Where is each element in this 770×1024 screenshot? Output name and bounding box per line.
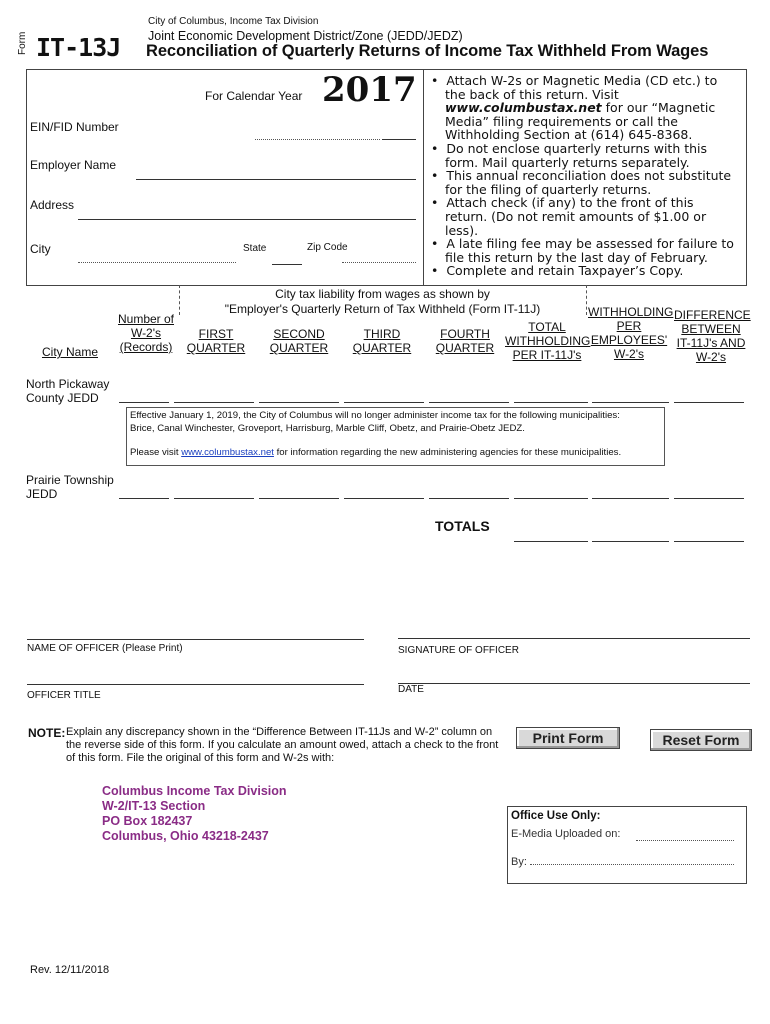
form-word: Form bbox=[17, 31, 28, 55]
ein-label: EIN/FID Number bbox=[30, 120, 119, 134]
city-field[interactable] bbox=[78, 262, 236, 263]
website-link[interactable]: www.columbustax.net bbox=[445, 100, 602, 116]
calendar-year: 2017 bbox=[322, 70, 417, 110]
col-third: THIRD QUARTER bbox=[352, 327, 412, 355]
cell-withholding-row2[interactable] bbox=[592, 498, 669, 499]
instruction-item: • This annual reconciliation does not substitute for the filing of quarterly returns. bbox=[431, 168, 732, 197]
officer-title-field[interactable] bbox=[27, 684, 364, 685]
signature-field[interactable] bbox=[398, 638, 750, 639]
date-field[interactable] bbox=[398, 683, 750, 684]
cell-fourth-row2[interactable] bbox=[429, 498, 509, 499]
col-withholding: WITHHOLDING PER EMPLOYEES' W-2's bbox=[588, 305, 674, 361]
cell-total-row1[interactable] bbox=[514, 402, 588, 403]
notice-line-1: Effective January 1, 2019, the City of Columbus will no longer administer income tax for the following municipalities: bbox=[130, 410, 620, 421]
notice-link[interactable]: www.columbustax.net bbox=[181, 447, 274, 458]
employer-name-label: Employer Name bbox=[30, 158, 117, 172]
cell-w2-row2[interactable] bbox=[119, 498, 169, 499]
state-label: State bbox=[243, 243, 267, 254]
cell-third-row1[interactable] bbox=[344, 402, 424, 403]
table-caption-1: City tax liability from wages as shown by bbox=[275, 287, 490, 301]
city-label: City bbox=[30, 242, 51, 256]
cell-fourth-row1[interactable] bbox=[429, 402, 509, 403]
row-north-pickaway: North Pickaway County JEDD bbox=[26, 377, 110, 405]
note-text: Explain any discrepancy shown in the “Difference Between IT-11Js and W-2” column on the reverse side of this form. If you calculate an amount owed, attach a check to the front of this form. File the original of this form and W-2s with: bbox=[66, 726, 499, 764]
table-caption-2: "Employer's Quarterly Return of Tax Withheld (Form IT-11J) bbox=[224, 302, 541, 316]
address-field[interactable] bbox=[78, 219, 416, 220]
cell-withholding-row1[interactable] bbox=[592, 402, 669, 403]
total-difference[interactable] bbox=[674, 541, 744, 542]
employer-name-field[interactable] bbox=[136, 179, 416, 180]
calendar-year-label: For Calendar Year bbox=[205, 89, 303, 103]
cell-second-row2[interactable] bbox=[259, 498, 339, 499]
notice-line-3: Please visit www.columbustax.net for information regarding the new administering agencies for these municipalities. bbox=[130, 447, 622, 458]
instruction-item: • Attach check (if any) to the front of this return. (Do not remit amounts of $1.00 or less). bbox=[431, 195, 707, 238]
form-id: IT-13J bbox=[36, 33, 121, 62]
emedia-label: E-Media Uploaded on: bbox=[511, 828, 621, 840]
state-field[interactable] bbox=[272, 264, 302, 265]
cell-first-row1[interactable] bbox=[174, 402, 254, 403]
total-withholding[interactable] bbox=[592, 541, 669, 542]
cell-third-row2[interactable] bbox=[344, 498, 424, 499]
col-first: FIRST QUARTER bbox=[186, 327, 246, 355]
zip-field[interactable] bbox=[342, 262, 416, 263]
print-form-button[interactable]: Print Form bbox=[516, 727, 620, 749]
officer-title-label: OFFICER TITLE bbox=[27, 690, 101, 701]
signature-label: SIGNATURE OF OFFICER bbox=[398, 645, 519, 656]
ein-line bbox=[255, 139, 380, 140]
officer-name-field[interactable] bbox=[27, 639, 364, 640]
instruction-item: • A late filing fee may be assessed for failure to file this return by the last day of February. bbox=[431, 236, 734, 265]
form-title: Reconciliation of Quarterly Returns of Income Tax Withheld From Wages bbox=[146, 42, 709, 60]
col-city-name: City Name bbox=[41, 345, 98, 359]
col-total: TOTAL WITHHOLDING PER IT-11J's bbox=[505, 320, 591, 362]
by-label: By: bbox=[511, 856, 527, 868]
cell-difference-row1[interactable] bbox=[674, 402, 744, 403]
mailing-line: W-2/IT-13 Section bbox=[102, 799, 206, 813]
revision-date: Rev. 12/11/2018 bbox=[30, 964, 110, 976]
cell-difference-row2[interactable] bbox=[674, 498, 744, 499]
emedia-field[interactable] bbox=[636, 840, 734, 841]
instruction-item: • Do not enclose quarterly returns with this form. Mail quarterly returns separately. bbox=[431, 140, 708, 170]
date-label: DATE bbox=[398, 684, 424, 695]
address-label: Address bbox=[30, 198, 75, 212]
cell-second-row1[interactable] bbox=[259, 402, 339, 403]
office-use-title: Office Use Only: bbox=[511, 810, 601, 822]
col-fourth: FOURTH QUARTER bbox=[435, 327, 495, 355]
instructions-list bbox=[431, 74, 737, 278]
mailing-address bbox=[102, 784, 287, 844]
note-label: NOTE: bbox=[28, 726, 66, 740]
officer-name-label: NAME OF OFFICER (Please Print) bbox=[27, 643, 183, 654]
ein-line-end[interactable] bbox=[382, 139, 416, 140]
mailing-line: Columbus, Ohio 43218-2437 bbox=[102, 829, 269, 843]
totals-label: TOTALS bbox=[435, 518, 490, 534]
notice-line-2: Brice, Canal Winchester, Groveport, Harrisburg, Marble Cliff, Obetz, and Prairie-Obetz JEDZ. bbox=[130, 423, 525, 434]
cell-w2-row1[interactable] bbox=[119, 402, 169, 403]
cell-total-row2[interactable] bbox=[514, 498, 588, 499]
district-text: Joint Economic Development District/Zone (JEDD/JEDZ) bbox=[148, 29, 463, 43]
division-text: City of Columbus, Income Tax Division bbox=[148, 16, 319, 27]
cell-first-row2[interactable] bbox=[174, 498, 254, 499]
col-num-w2: Number of W-2's (Records) bbox=[117, 312, 175, 354]
reset-form-button[interactable]: Reset Form bbox=[650, 729, 752, 751]
row-prairie-township: Prairie Township JEDD bbox=[26, 473, 114, 501]
instruction-item: • Attach W-2s or Magnetic Media (CD etc.) to the back of this return. Visit www.columbustax.net for our “Magnetic Media” filing requirements or call the Withholding Section at (614) 645-8368. bbox=[431, 73, 718, 143]
box-divider bbox=[423, 69, 424, 285]
col-difference: DIFFERENCE BETWEEN IT-11J's AND W-2's bbox=[674, 308, 751, 364]
total-total[interactable] bbox=[514, 541, 588, 542]
zip-label: Zip Code bbox=[307, 242, 348, 253]
col-second: SECOND QUARTER bbox=[269, 327, 329, 355]
mailing-line: PO Box 182437 bbox=[102, 814, 193, 828]
by-field[interactable] bbox=[530, 864, 734, 865]
instruction-item: • Complete and retain Taxpayer’s Copy. bbox=[431, 263, 684, 279]
mailing-line: Columbus Income Tax Division bbox=[102, 784, 287, 798]
